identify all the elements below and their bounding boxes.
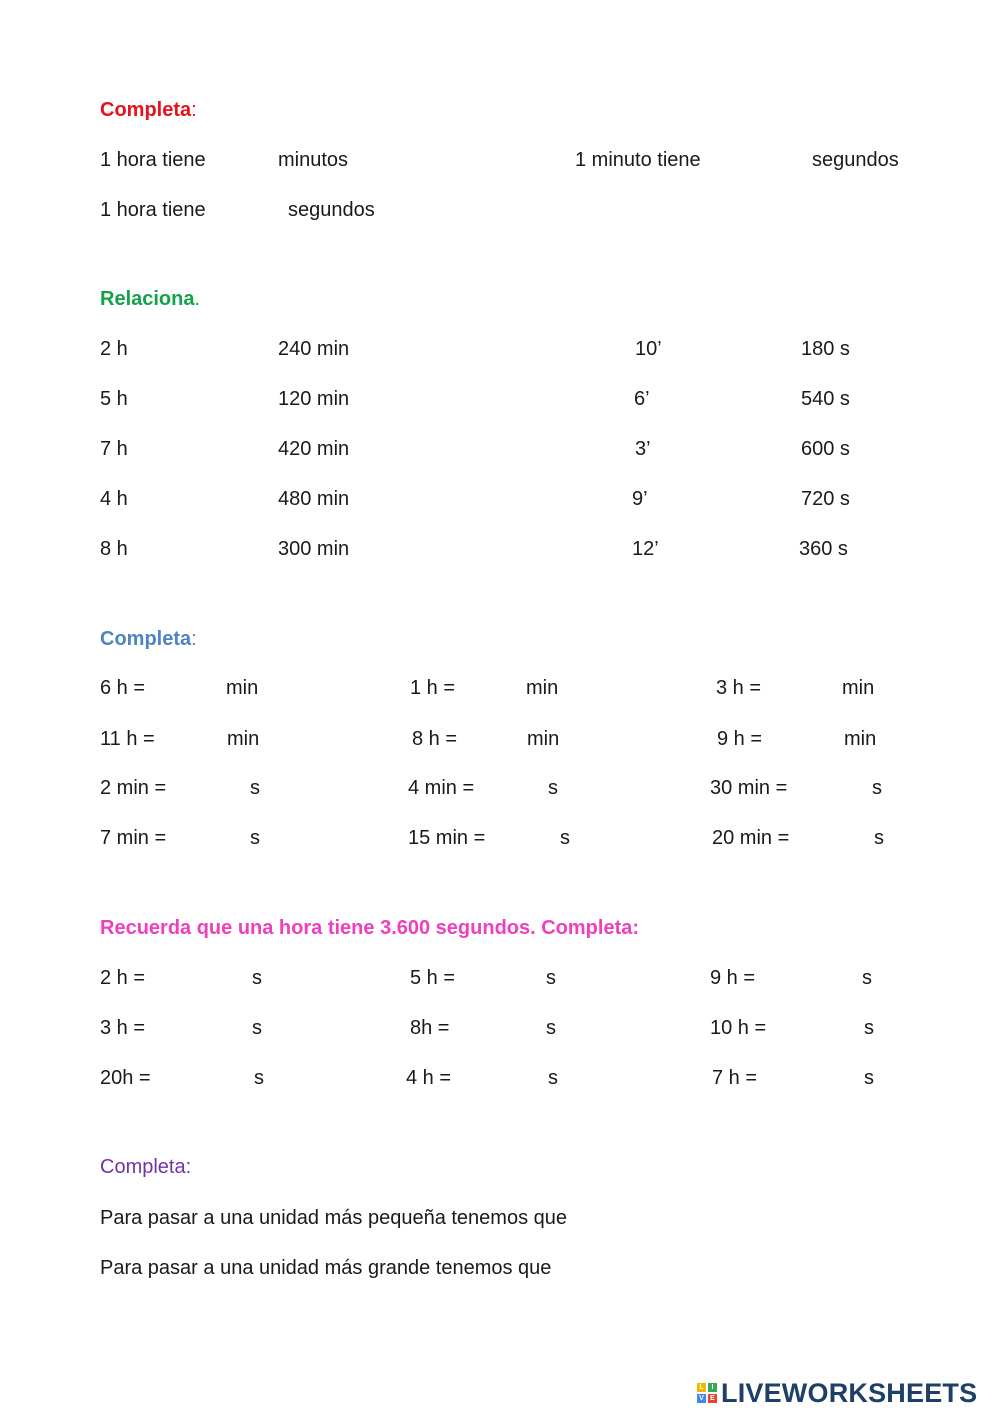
minutes-prime-cell: 9’ (632, 488, 648, 510)
expression-cell: 3 h = (716, 677, 762, 699)
hours-cell: 7 h (100, 438, 128, 460)
heading-punct: : (191, 628, 197, 650)
unit-cell: s (250, 827, 260, 849)
expression-cell: 8h = (410, 1017, 450, 1039)
minutes-cell: 300 min (278, 538, 350, 560)
expression-cell: 11 h = (100, 728, 155, 750)
unit-cell: min (226, 677, 259, 699)
seconds-cell: 360 s (799, 538, 848, 560)
unit-cell: s (546, 1017, 556, 1039)
unit-cell: s (864, 1017, 874, 1039)
expression-cell: 30 min = (710, 777, 788, 799)
minutes-cell: 120 min (278, 388, 350, 410)
expression-cell: 8 h = (412, 728, 458, 750)
minutes-prime-cell: 6’ (634, 388, 650, 410)
heading-punct: . (194, 288, 201, 310)
minutes-cell: 420 min (278, 438, 350, 460)
rule-smaller-unit: Para pasar a una unidad más pequeña tenemos que (100, 1207, 568, 1229)
seconds-cell: 540 s (801, 388, 850, 410)
unit-cell: s (864, 1067, 874, 1089)
section-heading-completa-3 (100, 627, 197, 651)
hours-cell: 5 h (100, 388, 128, 410)
logo-letter: E (708, 1394, 717, 1403)
section-heading-completa-5: Completa: (100, 1156, 192, 1178)
expression-cell: 2 min = (100, 777, 167, 799)
expression-cell: 9 h = (710, 967, 756, 989)
heading-text: Completa (100, 628, 192, 650)
expression-cell: 4 min = (408, 777, 475, 799)
seconds-cell: 720 s (801, 488, 850, 510)
unit-cell: s (250, 777, 260, 799)
expression-cell: 2 h = (100, 967, 146, 989)
unit-cell: s (548, 777, 558, 799)
unit-cell: s (546, 967, 556, 989)
seconds-cell: 600 s (801, 438, 850, 460)
logo-letter: L (697, 1383, 706, 1392)
hours-cell: 2 h (100, 338, 128, 360)
segundos-label-2: segundos (288, 199, 375, 221)
expression-cell: 7 min = (100, 827, 167, 849)
heading-punct: : (191, 99, 197, 121)
unit-cell: s (254, 1067, 264, 1089)
unit-cell: s (252, 1017, 262, 1039)
expression-cell: 1 h = (410, 677, 456, 699)
expression-cell: 9 h = (717, 728, 763, 750)
unit-cell: min (227, 728, 260, 750)
hour-minutes-label: 1 hora tiene (100, 149, 206, 171)
unit-cell: min (844, 728, 877, 750)
expression-cell: 3 h = (100, 1017, 146, 1039)
expression-cell: 20h = (100, 1067, 151, 1089)
logo-letter: I (708, 1383, 717, 1392)
expression-cell: 7 h = (712, 1067, 758, 1089)
unit-cell: s (872, 777, 882, 799)
hour-seconds-label: 1 hora tiene (100, 199, 206, 221)
unit-cell: s (252, 967, 262, 989)
minutes-prime-cell: 12’ (632, 538, 659, 560)
segundos-label: segundos (812, 149, 899, 171)
unit-cell: s (560, 827, 570, 849)
seconds-cell: 180 s (801, 338, 850, 360)
minutes-prime-cell: 3’ (635, 438, 651, 460)
unit-cell: s (548, 1067, 558, 1089)
section-heading-relaciona (100, 287, 200, 311)
unit-cell: min (842, 677, 875, 699)
rule-larger-unit: Para pasar a una unidad más grande tenemos que (100, 1257, 552, 1279)
section-heading-completa-1 (100, 98, 197, 122)
brand-name: LIVEWORKSHEETS (721, 1377, 978, 1408)
logo-letter: V (697, 1394, 706, 1403)
section-heading-recuerda: Recuerda que una hora tiene 3.600 segundos. Completa: (100, 917, 640, 939)
expression-cell: 6 h = (100, 677, 146, 699)
expression-cell: 10 h = (710, 1017, 767, 1039)
expression-cell: 20 min = (712, 827, 790, 849)
heading-text: Completa (100, 99, 192, 121)
logo-icon (697, 1383, 717, 1403)
hours-cell: 4 h (100, 488, 128, 510)
minutes-prime-cell: 10’ (635, 338, 662, 360)
expression-cell: 5 h = (410, 967, 456, 989)
unit-cell: s (874, 827, 884, 849)
hours-cell: 8 h (100, 538, 128, 560)
expression-cell: 15 min = (408, 827, 486, 849)
liveworksheets-logo (697, 1378, 977, 1408)
minutes-cell: 240 min (278, 338, 350, 360)
minutos-label: minutos (278, 149, 349, 171)
expression-cell: 4 h = (406, 1067, 452, 1089)
heading-text: Relaciona (100, 288, 195, 310)
unit-cell: min (527, 728, 560, 750)
unit-cell: s (862, 967, 872, 989)
unit-cell: min (526, 677, 559, 699)
minute-seconds-label: 1 minuto tiene (575, 149, 701, 171)
minutes-cell: 480 min (278, 488, 350, 510)
